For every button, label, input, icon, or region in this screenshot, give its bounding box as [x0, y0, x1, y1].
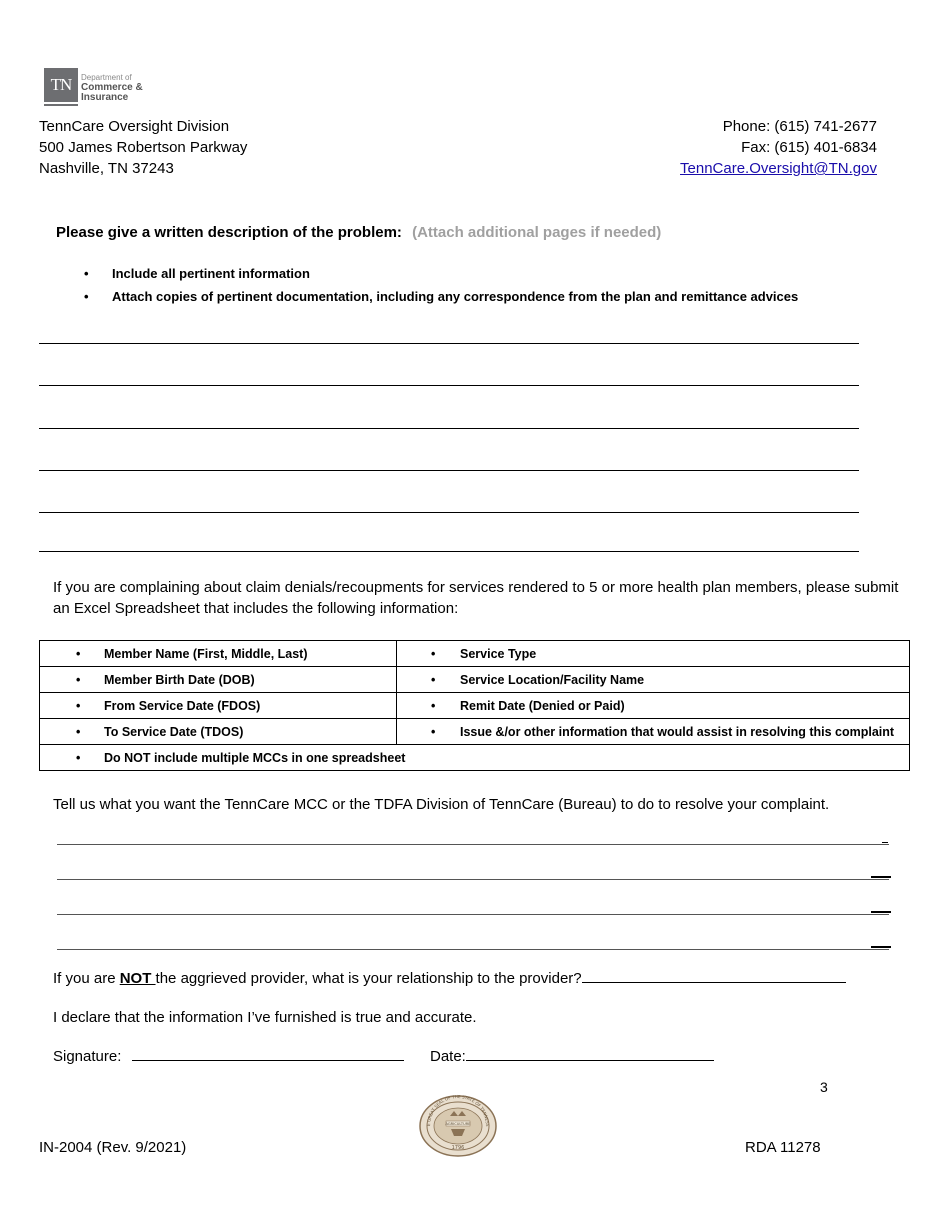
table-row: [40, 693, 910, 719]
mailing-address: [39, 116, 247, 179]
relationship-prefix: If you are: [53, 970, 120, 987]
bullet-icon: •: [76, 724, 81, 739]
bullet-icon: •: [76, 750, 81, 765]
seal-top-text: E GREAT SEAL OF THE STATE OF TENNESS: [425, 1094, 491, 1127]
relationship-question: [53, 970, 846, 987]
rda-number: RDA 11278: [745, 1139, 821, 1156]
table-cell: [397, 719, 910, 745]
state-seal-icon: [418, 1094, 498, 1158]
table-row: [40, 745, 910, 771]
cell-text: From Service Date (FDOS): [104, 698, 261, 713]
bullet-icon: •: [431, 724, 436, 739]
resolve-prompt: Tell us what you want the TennCare MCC or the TDFA Division of TennCare (Bureau) to do to resolve your complaint.: [53, 796, 830, 813]
description-prompt: [56, 224, 661, 241]
line-stub: [871, 946, 891, 948]
address-line-3: Nashville, TN 37243: [39, 160, 174, 177]
list-item: • Attach copies of pertinent documentation, including any correspondence from the plan and remittance advices: [84, 287, 798, 310]
description-line-3[interactable]: [39, 428, 859, 429]
seal-year: 1796: [451, 1145, 465, 1151]
cell-text: Member Birth Date (DOB): [104, 672, 255, 687]
tn-logo-mark: TN: [44, 68, 78, 102]
spreadsheet-intro: If you are complaining about claim denials/recoupments for services rendered to 5 or more health plan members, please submit an Excel Spreadsheet that includes the following information:: [53, 579, 899, 617]
description-line-6[interactable]: [39, 551, 859, 552]
table-row: [40, 719, 910, 745]
date-field[interactable]: [466, 1060, 714, 1061]
bullet-icon: •: [76, 698, 81, 713]
cell-text: Do NOT include multiple MCCs in one spreadsheet: [104, 750, 406, 765]
table-row: [40, 641, 910, 667]
resolve-line-1[interactable]: [57, 844, 889, 845]
table-cell: [40, 667, 397, 693]
list-item: • Include all pertinent information: [84, 264, 798, 287]
cell-text: Issue &/or other information that would assist in resolving this complaint: [460, 724, 895, 739]
bullet-icon: •: [76, 646, 81, 661]
address-line-1: TennCare Oversight Division: [39, 118, 230, 135]
description-line-5[interactable]: [39, 512, 859, 513]
table-cell: [40, 719, 397, 745]
line-stub: [871, 876, 891, 878]
resolve-line-2[interactable]: [57, 879, 889, 880]
table-cell: [397, 641, 910, 667]
cell-text: To Service Date (TDOS): [104, 724, 244, 739]
signature-field[interactable]: [132, 1060, 404, 1061]
resolve-line-3[interactable]: [57, 914, 889, 915]
seal-center-text: AGRICULTURE: [445, 1122, 471, 1126]
resolve-line-4[interactable]: [57, 949, 889, 950]
table-cell: [397, 667, 910, 693]
description-line-4[interactable]: [39, 470, 859, 471]
bullet-icon: •: [431, 672, 436, 687]
relationship-suffix: the aggrieved provider, what is your relationship to the provider?: [155, 970, 582, 987]
date-label: Date:: [430, 1048, 466, 1065]
phone-number: Phone: (615) 741-2677: [722, 118, 877, 135]
declaration-text: I declare that the information I’ve furnished is true and accurate.: [53, 1009, 477, 1026]
logo-text-line2: Commerce &: [81, 82, 143, 93]
signature-row: [53, 1048, 404, 1065]
spreadsheet-requirements-table: [39, 640, 910, 771]
description-bullets: [84, 264, 798, 310]
relationship-field[interactable]: [582, 982, 846, 983]
logo-text-line1: Department of: [81, 73, 132, 82]
description-prompt-note: (Attach additional pages if needed): [412, 224, 662, 241]
line-stub: [882, 842, 888, 843]
description-line-1[interactable]: [39, 343, 859, 344]
department-logo: [44, 68, 154, 108]
cell-text: Member Name (First, Middle, Last): [104, 646, 308, 661]
line-stub: [871, 911, 891, 913]
table-cell: [40, 693, 397, 719]
date-row: [430, 1048, 714, 1065]
cell-text: Service Location/Facility Name: [460, 672, 645, 687]
table-cell: [397, 693, 910, 719]
fax-number: Fax: (615) 401-6834: [741, 139, 877, 156]
bullet-icon: •: [431, 646, 436, 661]
table-row: [40, 667, 910, 693]
address-line-2: 500 James Robertson Parkway: [39, 139, 248, 156]
relationship-emphasis: NOT: [119, 970, 156, 987]
table-cell: [40, 745, 910, 771]
form-id: IN-2004 (Rev. 9/2021): [39, 1139, 187, 1156]
bullet-icon: •: [431, 698, 436, 713]
page-number: 3: [820, 1079, 828, 1095]
table-cell: [40, 641, 397, 667]
cell-text: Remit Date (Denied or Paid): [460, 698, 625, 713]
contact-info: [680, 116, 877, 179]
logo-underline: [44, 104, 78, 106]
email-link[interactable]: TennCare.Oversight@TN.gov: [680, 160, 877, 177]
bullet-icon: •: [76, 672, 81, 687]
logo-text-line3: Insurance: [81, 92, 129, 103]
description-line-2[interactable]: [39, 385, 859, 386]
signature-label: Signature:: [53, 1048, 122, 1065]
description-prompt-text: Please give a written description of the problem:: [56, 224, 402, 241]
cell-text: Service Type: [460, 646, 537, 661]
logo-text: [81, 73, 143, 103]
